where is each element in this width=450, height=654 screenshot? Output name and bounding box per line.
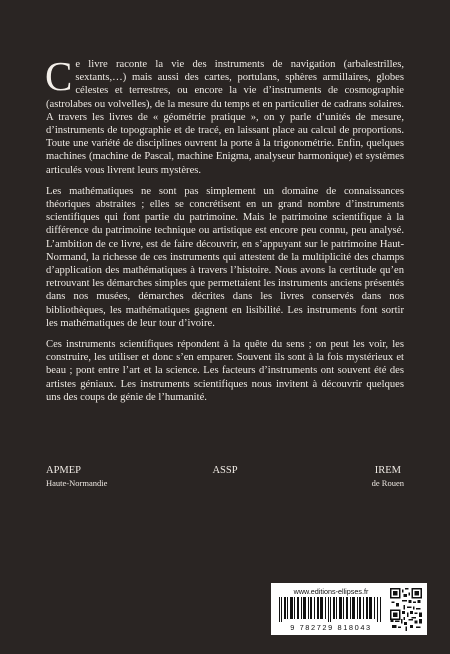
association-irem [372, 465, 404, 489]
paragraph-3: Ces instruments scientifiques répondent à la quête du sens ; on peut les voir, les construire, les utiliser et donc s’en emparer. Souvent ils sont à la fois mystérieux et beau ; pont entre l’art et la science. Les facteurs d’instruments ont souvent été des artistes géniaux. Les instruments scientifiques nous invitent à découvrir quelques uns des coups de génie de l’humanité. [46, 339, 404, 403]
association-assp-name: ASSP [212, 465, 238, 476]
association-row [46, 465, 404, 495]
publisher-url: www.editions-ellipses.fr [293, 587, 369, 596]
barcode-panel [271, 583, 427, 635]
association-apmep-region: Haute-Normandie [46, 478, 108, 488]
association-apmep-name: APMEP [46, 465, 82, 476]
qr-code-icon [390, 588, 422, 620]
qr-code-strip-icon [390, 619, 422, 631]
isbn-number: 9 782729 818043 [290, 623, 372, 632]
paragraph-2: Les mathématiques ne sont pas simplement un domaine de connaissances théoriques abstraites ; elles se concrétisent en un grand nombre d’instruments scientifiques qui font partie du patrimoine. Mais le patrimoine scientifique à la différence du patrimoine technique ou artistique est encore peu connu, peu analysé. L’ambition de ce livre, est de faire découvrir, en s’appuyant sur le patrimoine Haut-Normand, la richesse de ces instruments qui attestent de la multiplicité des champs d’application des mathématiques à travers l’histoire. Nous avons la certitude qu’en retrouvant les démarches simples que permettaient les instruments anciens présentés dans nos musées, démarches décrites dans les livres conservés dans nos bibliothèques, les mathématiques gagnent en lisibilité. Les instruments font sortir les mathématiques de leur tour d’ivoire. [46, 185, 404, 329]
association-assp [46, 465, 404, 477]
association-irem-city: de Rouen [371, 478, 404, 488]
paragraph-1-text: e livre raconte la vie des instruments de navigation (arbalestrilles, sextants,…) mais aussi des cartes, portulans, sphères armillaires, globes célestes et terrestres, ou encore la vie d’instruments de cosmographie (astrolabes ou volvelles), de la mesure du temps et en particulier de cadrans solaires. A travers les livres de « géométrie pratique », on y parle d’unités de mesure, d’instruments de topographie et de tracé, en laissant place au calcul de proportions. Toute une variété de disciplines ouvrent la porte à la trigonométrie. Enfin, quelques machines (machine de Pascal, machine Enigma, analyseur harmonique) et systèmes articulés vous livrent leurs mystères. [46, 59, 404, 176]
drop-cap: C [45, 53, 73, 99]
association-irem-name: IREM [374, 465, 401, 476]
paragraph-1 [45, 53, 404, 177]
barcode-icon [279, 597, 383, 622]
blurb [45, 53, 404, 412]
